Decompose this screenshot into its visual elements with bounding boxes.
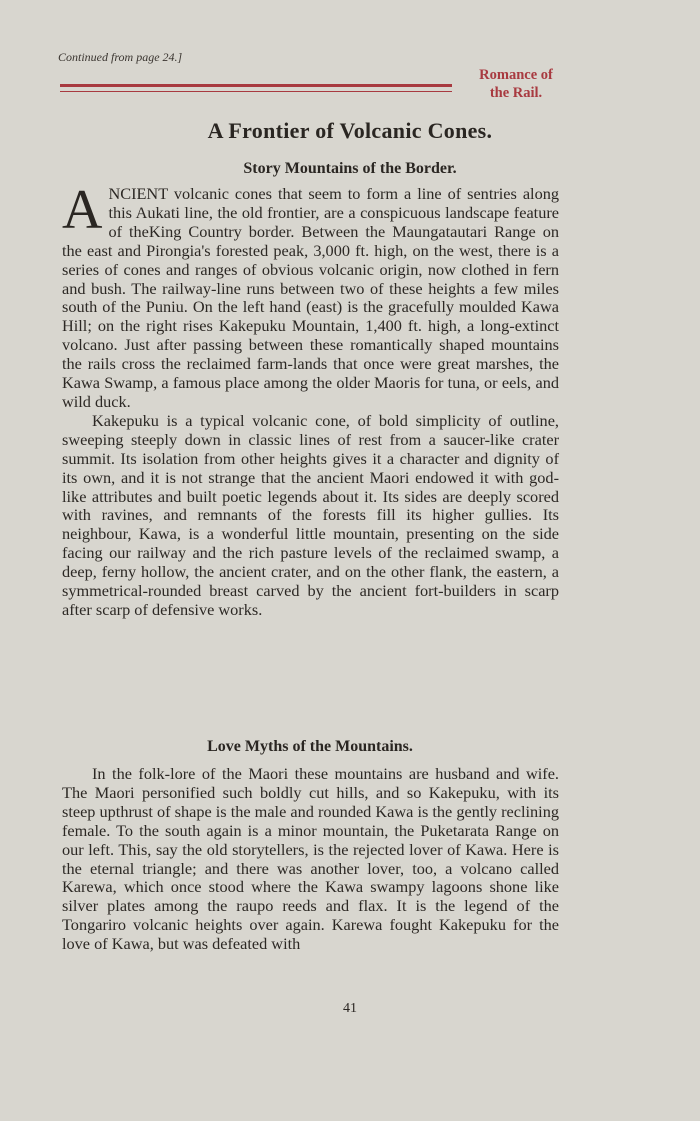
paragraph-3: In the folk-lore of the Maori these mountains are husband and wife. The Maori personified such boldly cut hills, and so Kakepuku, with its steep upthrust of shape is the male and rounded Kawa is the gently reclining female. To the south again is a minor mountain, the Puketarata Range on our left. This, say the old storytellers, is the rejected lover of Kawa. Here is the eternal triangle; and there was another lover, too, a volcano called Karewa, which once stood where the Kawa swampy lagoons shone like silver plates among the raupo reeds and flax. It is the legend of the Tongariro volcanic heights over again. Karewa fought Kakepuku for the love of Kawa, but was defeated with — [62, 764, 559, 954]
paragraph-2: Kakepuku is a typical volcanic cone, of bold simplicity of outline, sweeping steeply down in classic lines of rest from a saucer-like crater summit. Its isolation from other heights gives it a character and dignity of its own, and it is not strange that the ancient Maori endowed it with god-like attributes and built poetic legends about it. Its sides are deeply scored with ravines, and remnants of the forests fill its higher gullies. Its neighbour, Kawa, is a wonderful little mountain, presenting on the side facing our railway and the rich pasture levels of the reclaimed swamp, a deep, ferny hollow, the ancient crater, and on the other flank, the eastern, a symmetrical-rounded breast carved by the ancient fort-builders in scarp after scarp of defensive works. — [62, 410, 559, 619]
article-body-section2 — [62, 765, 559, 954]
series-title-line2: the Rail. — [489, 85, 543, 101]
section-heading-story-mountains: Story Mountains of the Border. — [243, 160, 457, 177]
article-title: A Frontier of Volcanic Cones. — [207, 118, 493, 143]
drop-cap: A — [62, 179, 103, 241]
series-title — [466, 66, 566, 102]
paragraph-1 — [62, 179, 559, 412]
article-body-section1 — [62, 179, 559, 620]
series-title-line1: Romance of — [479, 67, 553, 83]
header-rule-thin — [60, 91, 452, 92]
page-number: 41 — [343, 1001, 357, 1016]
continued-note: Continued from page 24.] — [58, 50, 183, 64]
header-rule-thick — [60, 84, 452, 87]
section-heading-love-myths: Love Myths of the Mountains. — [207, 738, 413, 755]
paragraph-1-text: NCIENT volcanic cones that seem to form a line of sentries along this Aukati line, the old frontier, are a conspicuous landscape feature of theKing Country border. Between the Maungatautari Range on the east and Pirongia's forested peak, 3,000 ft. high, on the west, there is a series of cones and ranges of obvious volcanic origin, now clothed in fern and bush. The railway-line runs between two of these heights a few miles south of the Puniu. On the left hand (east) is the gracefully moulded Kawa Hill; on the right rises Kakepuku Mountain, 1,400 ft. high, a long-extinct volcano. Just after passing between these romantically shaped mountains the rails cross the reclaimed farm-lands that once were great marshes, the Kawa Swamp, a famous place among the older Maoris for tuna, or eels, and wild duck. — [62, 184, 559, 411]
